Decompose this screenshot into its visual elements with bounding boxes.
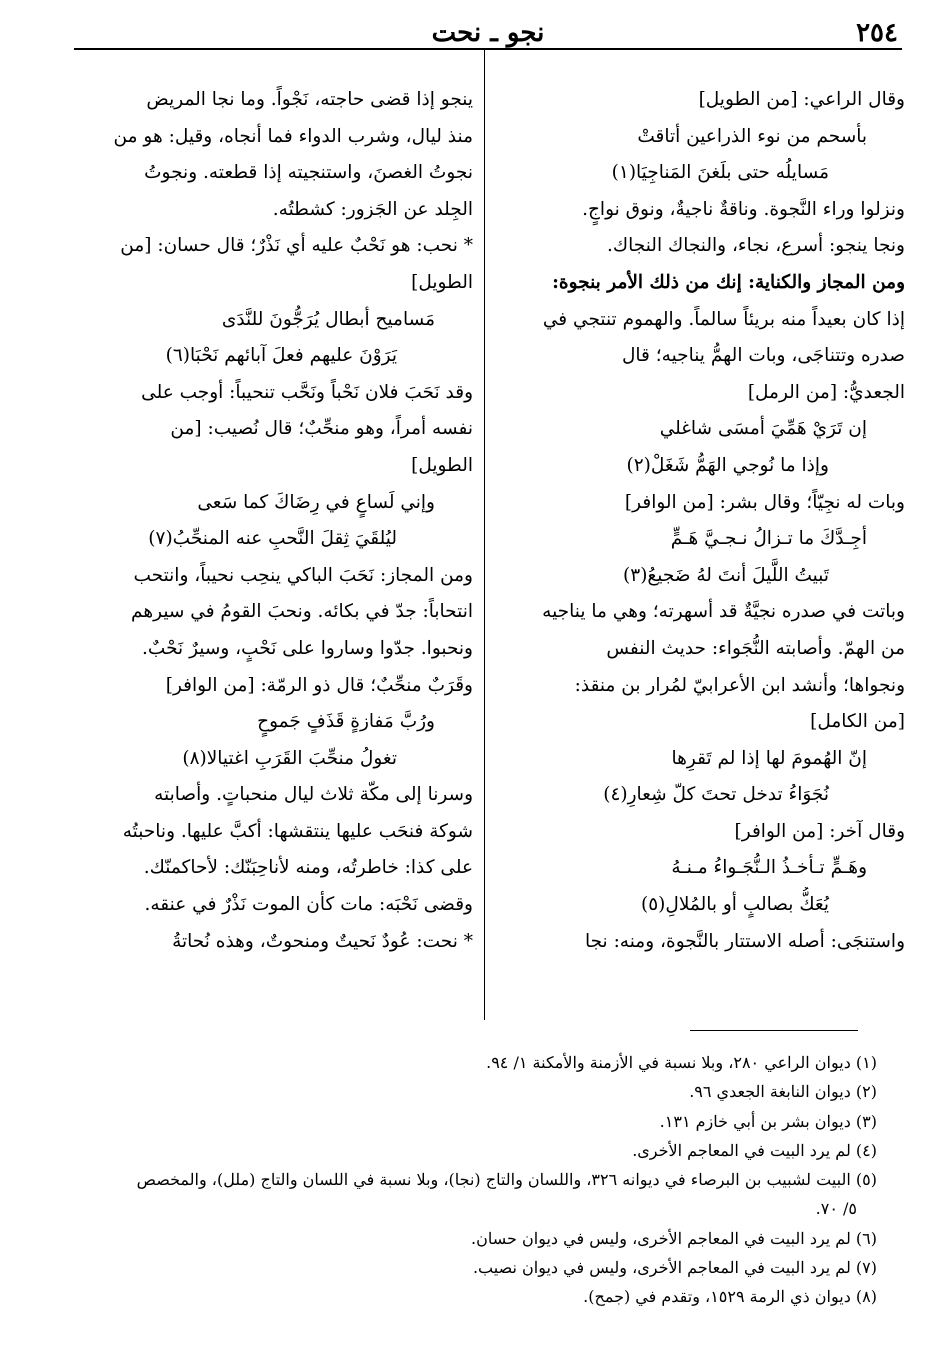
header-rule [74, 48, 902, 50]
verse-line: أجِـدَّكَ ما تـزالُ نـجـيَّ هَـمٍّ [670, 528, 867, 550]
text-line: وقضى نَحْبَه: مات كأن الموت نَذْرٌ في عنقه. [144, 894, 473, 916]
text-line: الجِلد عن الجَزور: كشطتُه. [272, 198, 473, 220]
text-line: وقَرَبٌ منحِّبٌ؛ قال ذو الرمّة: [من الوافر] [165, 674, 473, 696]
footnote: (٣) ديوان بشر بن أبي خازم ١٣١. [659, 1111, 877, 1131]
page-number: ٢٥٤ [856, 18, 898, 48]
footnote: (١) ديوان الراعي ٢٨٠، وبلا نسبة في الأزمنة والأمكنة ١/ ٩٤. [486, 1053, 877, 1072]
text-line: الطويل] [411, 271, 473, 293]
entry-heading-line: * نحب: هو نَحْبٌ عليه أي نَذْرٌ؛ قال حسان: [من [120, 235, 473, 257]
footnote: (٤) لم يرد البيت في المعاجم الأخرى. [632, 1140, 877, 1160]
text-line: نفسه أمراً، وهو منحِّبٌ؛ قال نُصيب: [من [170, 418, 473, 440]
verse-line: يَرَوْنَ عليهم فعلَ آبائهم نَحْبَا(٦) [165, 345, 397, 367]
footnote-continuation: ٥/ ٧٠. [815, 1199, 857, 1219]
text-line: ينجو إذا قضى حاجته، نَجْواً. وما نجا المريض [146, 89, 473, 110]
text-line: ومن المجاز والكناية: إنك من ذلك الأمر بنجوة: [552, 271, 905, 293]
text-line: انتحاباً: جدّ في بكائه. ونحبَ القومُ في سيرهم [131, 601, 473, 623]
text-line: ونجواها؛ وأنشد ابن الأعرابيّ لمُرار بن منقذ: [574, 674, 905, 696]
text-line: [من الكامل] [810, 711, 905, 733]
text-line: واستنجَى: أصله الاستتار بالنَّجوة، ومنه: نجا [584, 930, 905, 952]
verse-line: إنّ الهُمومَ لها إذا لم تَقرِها [671, 747, 867, 769]
verse-line: تغولُ منحِّبَ القَرَبِ اغتيالا(٨) [182, 747, 397, 769]
text-line: نجوتُ الغصنَ، واستنجيته إذا قطعته. ونجوتُ [144, 162, 473, 184]
text-line: وبات له نجِيّاً؛ وقال بشر: [من الوافر] [624, 491, 905, 513]
verse-line: نُجَوَاءُ تدخل تحتَ كلّ شِعارِ(٤) [603, 784, 829, 806]
text-line: صدره وتتناجَى، وبات الهمُّ يناجيه؛ قال [621, 345, 905, 367]
text-line: الطويل] [411, 454, 473, 476]
verse-line: مَساميح أبطال يُرَجُّونَ للنَّدَى [221, 308, 435, 330]
column-divider [484, 50, 485, 1020]
footnote: (٦) لم يرد البيت في المعاجم الأخرى، وليس في ديوان حسان. [471, 1228, 877, 1248]
verse-line: بأسحم من نوء الذراعين أتاقتْ [637, 125, 867, 147]
verse-line: وإني لَساعٍ في رِضَاكَ كما سَعى [197, 491, 435, 513]
text-line: ونجا ينجو: أسرع، نجاء، والنجاك النجاك. [607, 235, 905, 257]
verse-line: مَسايلُه حتى بلَغنَ المَناجِيَا(١) [611, 162, 829, 184]
verse-line: يُعَكُّ بصالبٍ أو بالمُلالِ(٥) [641, 894, 829, 916]
footnote-rule [690, 1030, 858, 1031]
footnote: (٢) ديوان النابغة الجعدي ٩٦. [689, 1082, 877, 1102]
verse-line: ليُلقَيَ ثِقلَ النَّحبِ عنه المنحِّبُ(٧) [148, 528, 397, 550]
text-line: ومن المجاز: نَحَبَ الباكي ينحِب نحيباً، وانتحب [133, 564, 473, 586]
text-line: من الهمّ. وأصابته النُّجَواء: حديث النفس [606, 637, 905, 659]
verse-line: إن تَرَيْ هَمِّيَ أمسَى شاغلي [659, 418, 867, 440]
text-line: وقد نَحَبَ فلان نَحْباً ونَحَّب تنحيباً: أوجب على [141, 381, 473, 403]
running-head: نجو ـ نحت [431, 18, 545, 48]
text-line: وقال الراعي: [من الطويل] [698, 89, 905, 110]
text-line: وباتت في صدره نجيَّةٌ قد أسهرته؛ وهي ما يناجيه [542, 601, 905, 623]
text-line: منذ ليال، وشرب الدواء فما أنجاه، وقيل: هو من [113, 125, 473, 147]
entry-heading-line: * نحت: عُودٌ نَحيتٌ ومنحوتٌ، وهذه نُحاتةُ [172, 930, 473, 952]
text-line: وسرنا إلى مكّة ثلاث ليال منحباتٍ. وأصابته [154, 784, 473, 806]
text-line: ونزلوا وراء النَّجوة. وناقةٌ ناجيةٌ، ونوق نواجٍ. [582, 198, 905, 220]
verse-line: وإذا ما نُوجي الهَمُّ شَغَلْ(٢) [626, 454, 829, 476]
footnote: (٧) لم يرد البيت في المعاجم الأخرى، وليس في ديوان نصيب. [472, 1258, 877, 1278]
footnotes [77, 1048, 877, 1312]
text-line: على كذا: خاطرتُه، ومنه لأناحِبَنّك: لأحاكمنّك. [143, 857, 473, 879]
verse-line: ورُبَّ مَفازةٍ قَذَفٍ جَموحٍ [257, 711, 435, 733]
footnote: (٨) ديوان ذي الرمة ١٥٢٩، وتقدم في (جمح). [583, 1287, 877, 1307]
verse-line: وهَـمٍّ تـأخـذُ الـنُّجَـواءُ مـنـهُ [671, 857, 867, 879]
footnote: (٥) البيت لشبيب بن البرصاء في ديوانه ٣٢٦، واللسان والتاج (نجا)، وبلا نسبة في اللسان والتاج (ملل)، والمخصص [136, 1170, 877, 1190]
text-line: وقال آخر: [من الوافر] [734, 820, 905, 842]
right-column [493, 82, 905, 960]
text-line: الجعديُّ: [من الرمل] [747, 381, 905, 403]
verse-line: تَبيتُ اللَّيلَ أنتَ لهُ ضَجيعُ(٣) [623, 564, 829, 586]
text-line: شوكة فنحَب عليها ينتقشها: أكبَّ عليها. وناحبتُه [122, 820, 473, 842]
text-line: إذا كان بعيداً منه بريئاً سالماً. والهموم تنتجي في [542, 308, 905, 330]
text-line: ونحبوا. جدّوا وساروا على نَحْبٍ، وسيرٌ نَحْبٌ. [142, 637, 473, 659]
page-header [74, 14, 902, 50]
left-column [73, 82, 473, 960]
